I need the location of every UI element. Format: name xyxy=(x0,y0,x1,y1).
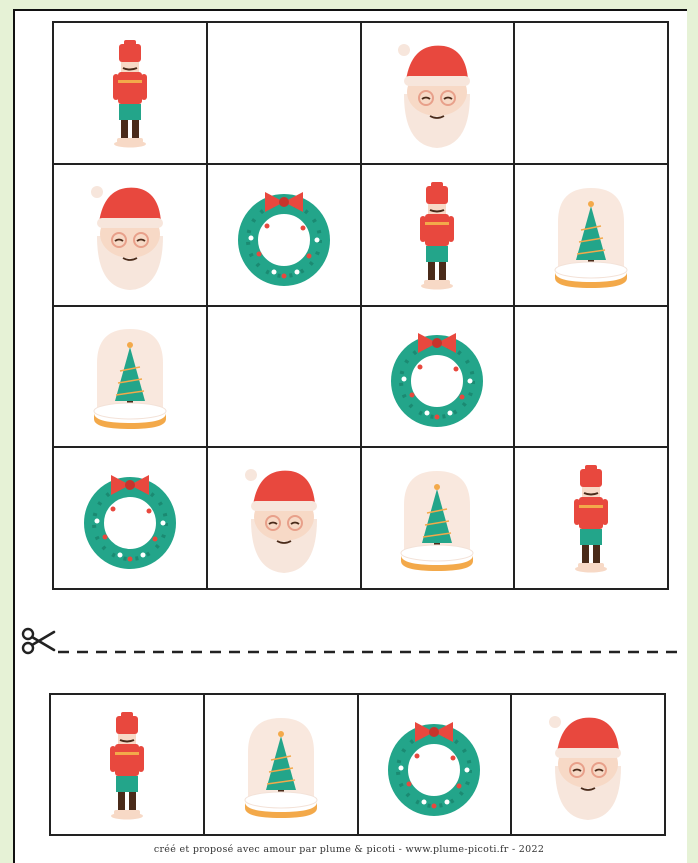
santa-picture xyxy=(229,459,339,577)
grid-cell xyxy=(362,448,514,588)
grid-cell xyxy=(208,448,360,588)
empty-cell xyxy=(515,307,667,447)
snowglobe-icon xyxy=(401,471,473,571)
cut-out-piece xyxy=(359,695,511,834)
santa-icon xyxy=(91,186,163,290)
cut-out-pieces-strip xyxy=(49,693,666,836)
scissors-icon xyxy=(23,629,54,653)
snowglobe-picture xyxy=(382,459,492,577)
grid-cell xyxy=(515,165,667,305)
snowglobe-icon xyxy=(94,329,166,429)
nutcracker-picture xyxy=(75,34,185,152)
cut-out-piece xyxy=(51,695,203,834)
empty-cell xyxy=(208,307,360,447)
wreath-icon xyxy=(398,722,470,809)
grid-cell xyxy=(54,23,206,163)
grid-cell xyxy=(54,307,206,447)
grid-cell xyxy=(362,165,514,305)
cut-line xyxy=(20,624,680,660)
empty-cell xyxy=(208,23,360,163)
grid-cell xyxy=(515,448,667,588)
snowglobe-picture xyxy=(75,317,185,435)
nutcracker-picture xyxy=(536,459,646,577)
nutcracker-icon xyxy=(110,712,144,820)
nutcracker-icon xyxy=(574,465,608,573)
snowglobe-icon xyxy=(245,718,317,818)
snowglobe-picture xyxy=(226,706,336,824)
wreath-picture xyxy=(75,459,185,577)
grid-cell xyxy=(208,165,360,305)
santa-picture xyxy=(75,176,185,294)
footer-credit: créé et proposé avec amour par plume & picoti - www.plume-picoti.fr - 2022 xyxy=(153,844,545,855)
wreath-icon xyxy=(248,192,320,279)
nutcracker-picture xyxy=(382,176,492,294)
wreath-picture xyxy=(229,176,339,294)
wreath-picture xyxy=(382,317,492,435)
wreath-picture xyxy=(379,706,489,824)
nutcracker-icon xyxy=(420,182,454,290)
santa-picture xyxy=(533,706,643,824)
wreath-icon xyxy=(401,333,473,420)
snowglobe-icon xyxy=(555,188,627,288)
santa-icon xyxy=(245,469,317,573)
nutcracker-picture xyxy=(72,706,182,824)
cut-out-piece xyxy=(512,695,664,834)
empty-cell xyxy=(515,23,667,163)
grid-cell xyxy=(362,23,514,163)
grid-cell xyxy=(54,165,206,305)
sudoku-grid xyxy=(52,21,669,590)
grid-cell xyxy=(362,307,514,447)
cut-out-piece xyxy=(205,695,357,834)
nutcracker-icon xyxy=(113,40,147,148)
santa-picture xyxy=(382,34,492,152)
santa-icon xyxy=(398,44,470,148)
snowglobe-picture xyxy=(536,176,646,294)
santa-icon xyxy=(549,716,621,820)
grid-cell xyxy=(54,448,206,588)
wreath-icon xyxy=(94,475,166,562)
